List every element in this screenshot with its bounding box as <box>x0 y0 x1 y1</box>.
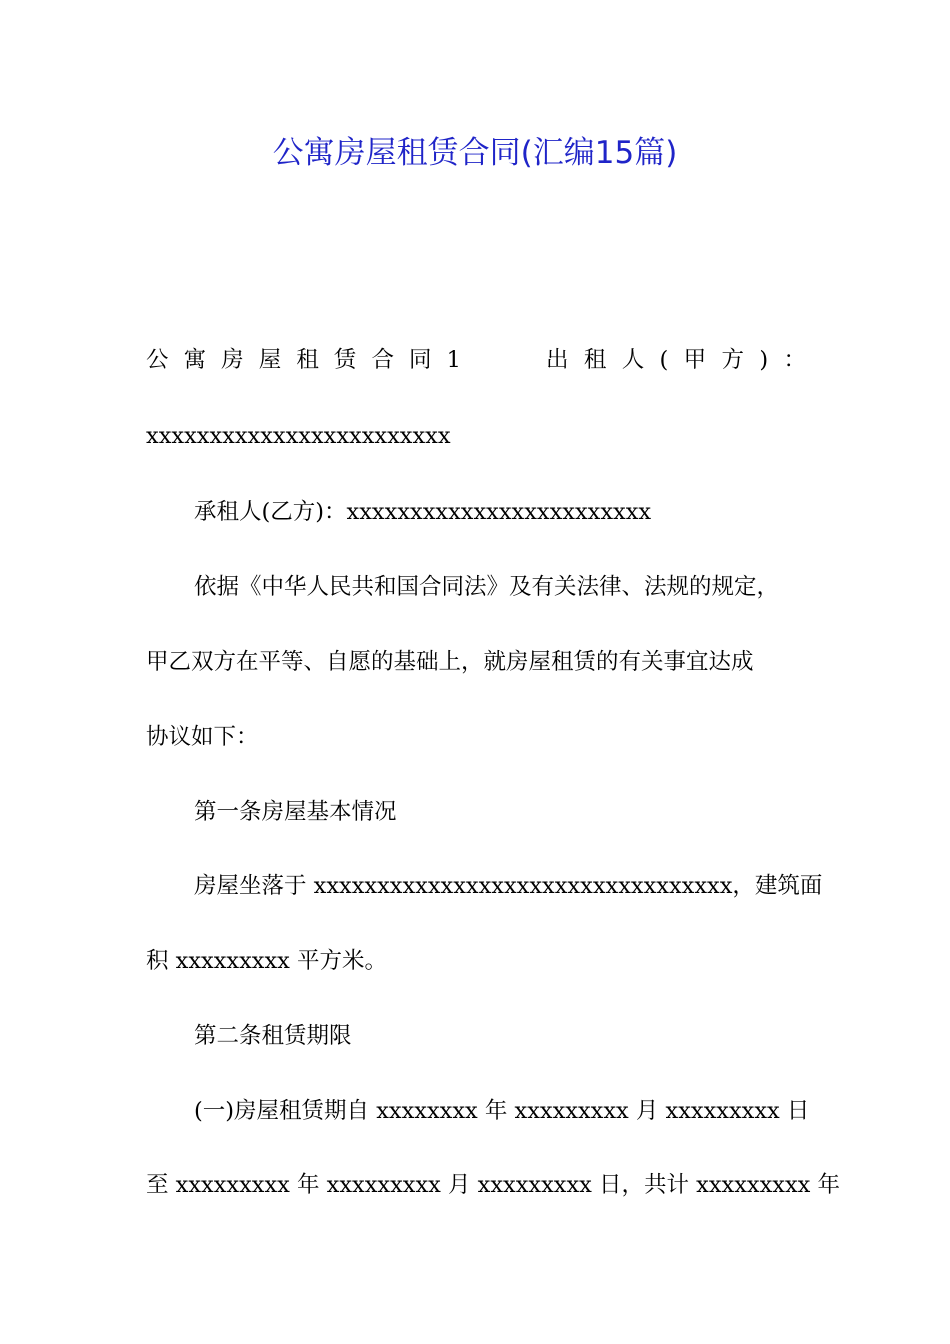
page-title: 公寓房屋租赁合同(汇编15篇) <box>272 135 678 171</box>
paragraph-line: 至 xxxxxxxxx 年 xxxxxxxxx 月 xxxxxxxxx 日，共计 xxxxxxxxx 年 <box>146 1172 841 1198</box>
lessor-label <box>546 342 806 378</box>
heading-char: 公 <box>146 347 169 373</box>
lessor-value: xxxxxxxxxxxxxxxxxxxxxxxx <box>146 423 451 449</box>
paragraph-line: (一)房屋租赁期自 xxxxxxxx 年 xxxxxxxxx 月 xxxxxxxxx 日 <box>194 1098 810 1124</box>
section-heading: 第二条租赁期限 <box>194 1023 352 1049</box>
contract-heading-left <box>146 342 461 378</box>
heading-char: ) <box>759 347 769 373</box>
heading-char: 方 <box>721 347 744 373</box>
heading-char: 房 <box>221 347 244 373</box>
lessee-line: 承租人(乙方)：xxxxxxxxxxxxxxxxxxxxxxxx <box>194 499 652 525</box>
section-heading: 第一条房屋基本情况 <box>194 799 397 825</box>
paragraph-line: 依据《中华人民共和国合同法》及有关法律、法规的规定， <box>194 574 780 600</box>
paragraph-line: 积 xxxxxxxxx 平方米。 <box>146 948 388 974</box>
heading-char: 屋 <box>258 347 282 373</box>
paragraph-line: 协议如下： <box>146 724 259 750</box>
heading-char: 租 <box>296 347 319 373</box>
heading-char: 合 <box>371 347 394 373</box>
heading-char: 1 <box>446 347 461 373</box>
paragraph-line: 房屋坐落于 xxxxxxxxxxxxxxxxxxxxxxxxxxxxxxxxx，建筑面 <box>194 873 823 899</box>
heading-char: 甲 <box>683 347 707 373</box>
heading-char: 同 <box>409 347 432 373</box>
heading-char: 租 <box>583 347 607 373</box>
heading-char: 寓 <box>183 347 207 373</box>
heading-char: 出 <box>546 347 569 373</box>
heading-char: 赁 <box>333 347 357 373</box>
heading-char: ( <box>659 347 669 373</box>
paragraph-line: 甲乙双方在平等、自愿的基础上，就房屋租赁的有关事宜达成 <box>146 649 754 675</box>
heading-char: ： <box>783 347 806 373</box>
heading-char: 人 <box>621 347 645 373</box>
